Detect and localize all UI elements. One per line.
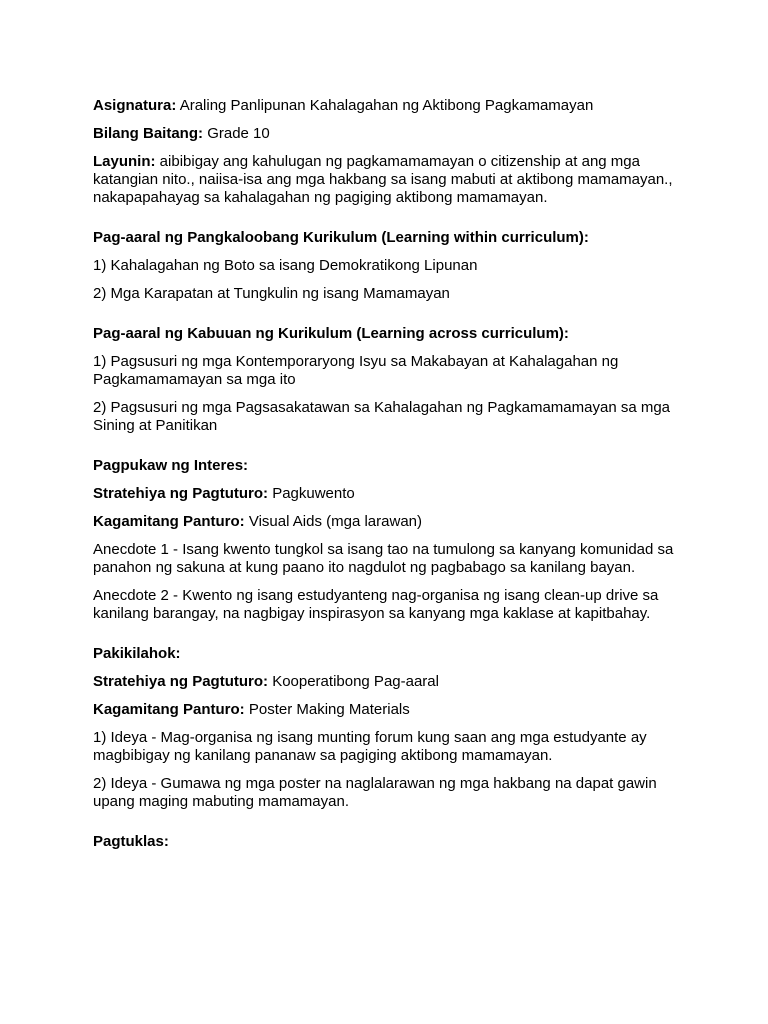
within-curriculum-heading: Pag-aaral ng Pangkaloobang Kurikulum (Learning within curriculum): [93,229,589,246]
strategy-value: Pagkuwento [272,485,355,502]
list-item: 1) Kahalagahan ng Boto sa isang Demokratikong Lipunan [93,257,478,274]
pakikilahok-heading: Pakikilahok: [93,645,181,662]
interes-heading: Pagpukaw ng Interes: [93,457,249,474]
asignatura-line [93,97,688,115]
strategy-label: Stratehiya ng Pagtuturo: [93,673,269,690]
layunin-value: aibibigay ang kahulugan ng pagkamamamayan o citizenship at ang mga katangian nito., naiisa-isa ang mga hakbang sa isang mabuti at aktibong mamamayan., nakapapahayag sa kahalagahan ng pagiging aktibong mamamayan. [93,153,673,206]
idea-paragraph: 1) Ideya - Mag-organisa ng isang munting forum kung saan ang mga estudyante ay magbibigay ng kanilang pananaw sa pagiging aktibong mamamayan. [93,729,647,764]
material-value: Visual Aids (mga larawan) [248,513,422,530]
strategy-value: Kooperatibong Pag-aaral [272,673,439,690]
interes-strategy-line [93,485,688,503]
baitang-line [93,125,688,143]
asignatura-label: Asignatura: [93,97,177,114]
across-curriculum-heading: Pag-aaral ng Kabuuan ng Kurikulum (Learning across curriculum): [93,325,569,342]
list-item: 2) Mga Karapatan at Tungkulin ng isang Mamamayan [93,285,450,302]
anecdote-paragraph: Anecdote 2 - Kwento ng isang estudyanteng nag-organisa ng isang clean-up drive sa kanilang barangay, na nagbigay inspirasyon sa kanyang mga kaklase at kapitbahay. [93,587,659,622]
list-item: 2) Pagsusuri ng mga Pagsasakatawan sa Kahalagahan ng Pagkamamamayan sa mga Sining at Panitikan [93,399,671,434]
baitang-label: Bilang Baitang: [93,125,204,142]
baitang-value: Grade 10 [207,125,270,142]
idea-paragraph: 2) Ideya - Gumawa ng mga poster na naglalarawan ng mga hakbang na dapat gawin upang maging mabuting mamamayan. [93,775,657,810]
asignatura-value: Araling Panlipunan Kahalagahan ng Aktibong Pagkamamayan [179,97,594,114]
strategy-label: Stratehiya ng Pagtuturo: [93,485,269,502]
pakikilahok-material-line [93,701,688,719]
anecdote-paragraph: Anecdote 1 - Isang kwento tungkol sa isang tao na tumulong sa kanyang komunidad sa panahon ng sakuna at kung paano ito nagdulot ng pagbabago sa kanilang bayan. [93,541,674,576]
pagtuklas-heading: Pagtuklas: [93,833,169,850]
layunin-paragraph [93,153,688,207]
interes-material-line [93,513,688,531]
material-label: Kagamitang Panturo: [93,701,245,718]
list-item: 1) Pagsusuri ng mga Kontemporaryong Isyu sa Makabayan at Kahalagahan ng Pagkamamamayan sa mga ito [93,353,619,388]
material-value: Poster Making Materials [248,701,410,718]
layunin-label: Layunin: [93,153,156,170]
material-label: Kagamitang Panturo: [93,513,245,530]
pakikilahok-strategy-line [93,673,688,691]
